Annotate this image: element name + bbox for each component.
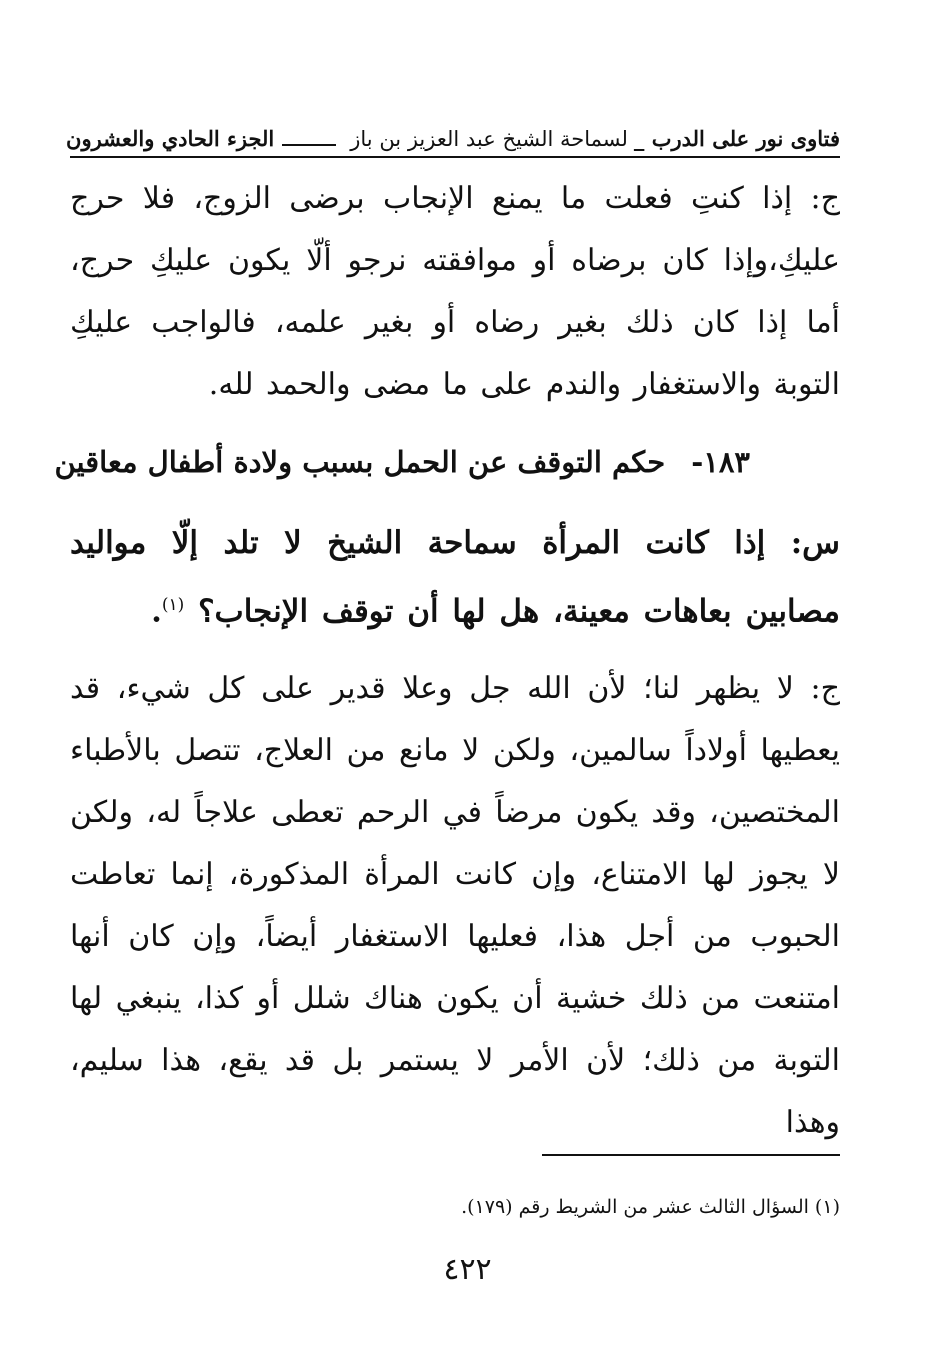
question-paragraph [70, 512, 840, 642]
fatwa-title: حكم التوقف عن الحمل بسبب ولادة أطفال معاقين [54, 445, 666, 479]
footnote-reference: (١) [161, 595, 185, 615]
answer-2-text: ج: لا يظهر لنا؛ لأن الله جل وعلا قدير على كل شيء، قد يعطيها أولاداً سالمين، ولكن لا مانع من العلاج، تتصل بالأطباء المختصين، وقد يكون مرضاً في الرحم تعطى علاجاً له، ولكن لا يجوز لها الامتناع، وإن كانت المرأة المذكورة، إنما تعاطت الحبوب من أجل هذا، فعليها الاستغفار أيضاً، وإن كان أنها امتنعت من ذلك خشية أن يكون هناك شلل أو كذا، ينبغي لها التوبة من ذلك؛ لأن الأمر لا يستمر بل قد يقع، هذا سليم، وهذا [70, 671, 840, 1140]
question-end-mark: . [151, 593, 162, 630]
footnote: (١) السؤال الثالث عشر من الشريط رقم (١٧٩). [461, 1196, 840, 1218]
header-dash-rule [282, 144, 336, 146]
running-header [66, 110, 840, 158]
header-title-group [274, 124, 840, 154]
answer-paragraph-2 [70, 658, 840, 1154]
header-author: لسماحة الشيخ عبد العزيز بن باز [350, 127, 628, 151]
header-volume: الجزء الحادي والعشرون [66, 126, 275, 151]
header-series-title: فتاوى نور على الدرب _ [633, 126, 840, 151]
answer-1-text: ج: إذا كنتِ فعلت ما يمنع الإنجاب برضى الزوج، فلا حرج عليكِ،وإذا كان برضاه أو موافقته نرجو ألّا يكون عليكِ حرج، أما إذا كان ذلك بغير رضاه أو بغير علمه، فالواجب عليكِ التوبة والاستغفار والندم على ما مضى والحمد لله. [70, 181, 840, 402]
page-number: ٤٢٢ [443, 1252, 492, 1287]
fatwa-number: ١٨٣- [691, 445, 750, 479]
answer-paragraph-1 [70, 168, 840, 416]
fatwa-heading [54, 437, 840, 487]
question-line [70, 512, 840, 642]
question-text: س: إذا كانت المرأة سماحة الشيخ لا تلد إلّا مواليد مصابين بعاهات معينة، هل لها أن توقف الإنجاب؟ [70, 525, 840, 630]
footnote-divider [542, 1154, 840, 1156]
